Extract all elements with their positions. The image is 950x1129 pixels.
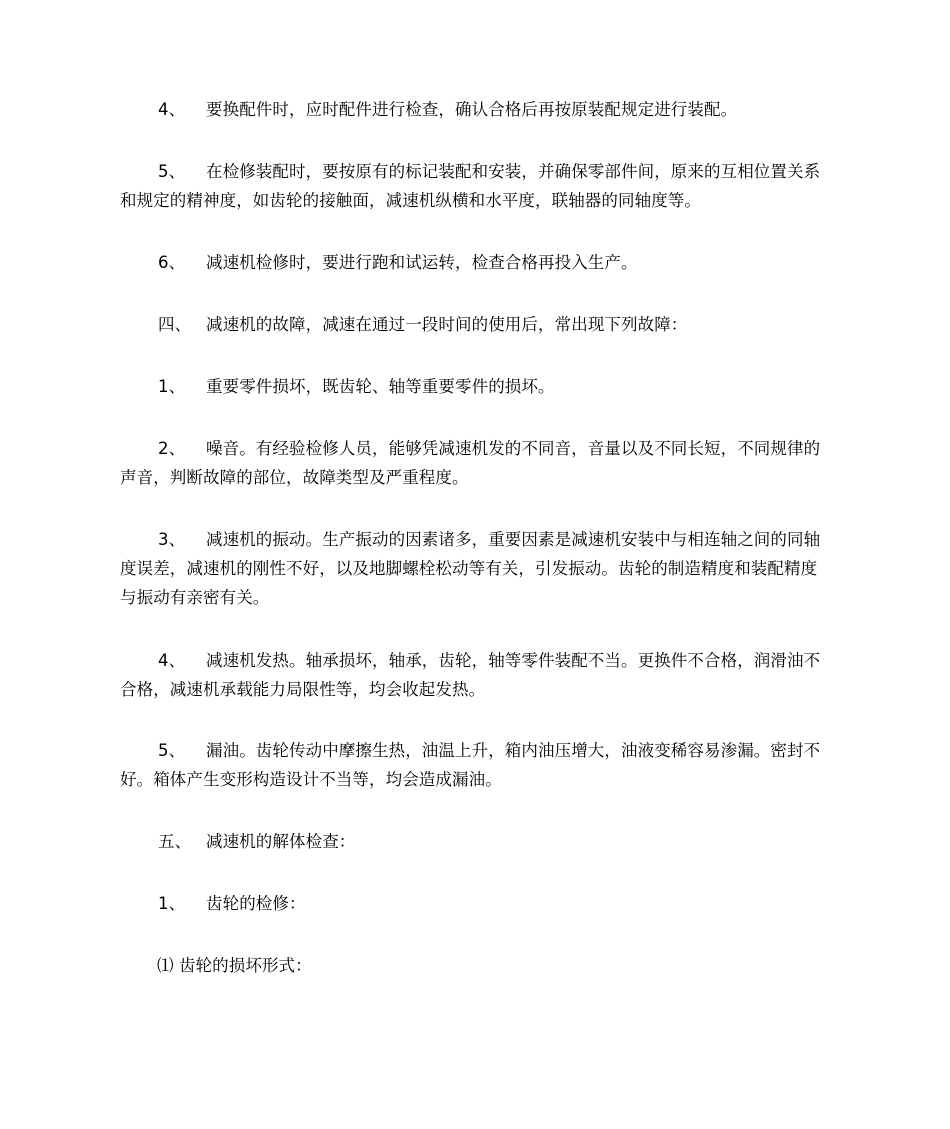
item-number: 五、	[158, 832, 192, 851]
paragraph-gear-damage-forms	[120, 951, 832, 980]
paragraph-text: 漏油。齿轮传动中摩擦生热，油温上升，箱内油压增大，油液变稀容易渗漏。密封不好。箱体产生变形构造设计不当等，均会造成漏油。	[120, 741, 821, 789]
paragraph-item-4	[120, 95, 832, 124]
paragraph-text: ⑴ 齿轮的损坏形式：	[157, 956, 312, 975]
paragraph-text: 减速机检修时，要进行跑和试运转，检查合格再投入生产。	[206, 253, 638, 272]
paragraph-item-6	[120, 248, 832, 277]
item-number: 5、	[158, 162, 186, 181]
paragraph-fault-1	[120, 372, 832, 401]
paragraph-text: 在检修装配时，要按原有的标记装配和安装，并确保零部件间，原来的互相位置关系和规定的精神度，如齿轮的接触面，减速机纵横和水平度，联轴器的同轴度等。	[120, 162, 821, 210]
paragraph-text: 减速机发热。轴承损坏，轴承，齿轮，轴等零件装配不当。更换件不合格，润滑油不合格，减速机承载能力局限性等，均会收起发热。	[120, 651, 821, 699]
paragraph-text: 减速机的解体检查：	[206, 832, 356, 851]
paragraph-fault-3	[120, 525, 832, 612]
item-number: 2、	[158, 439, 186, 458]
item-number: 5、	[158, 741, 186, 760]
paragraph-text: 减速机的故障，减速在通过一段时间的使用后，常出现下列故障：	[206, 315, 688, 334]
item-number: 3、	[158, 530, 186, 549]
paragraph-text: 要换配件时，应时配件进行检查，确认合格后再按原装配规定进行装配。	[206, 100, 738, 119]
item-number: 1、	[158, 894, 186, 913]
paragraph-item-5	[120, 157, 832, 215]
paragraph-text: 噪音。有经验检修人员，能够凭减速机发的不同音，音量以及不同长短，不同规律的声音，判断故障的部位，故障类型及严重程度。	[120, 439, 821, 487]
paragraph-text: 重要零件损坏，既齿轮、轴等重要零件的损坏。	[206, 377, 555, 396]
paragraph-text: 减速机的振动。生产振动的因素诸多，重要因素是减速机安装中与相连轴之间的同轴度误差，减速机的刚性不好，以及地脚螺栓松动等有关，引发振动。齿轮的制造精度和装配精度与振动有亲密有关。	[120, 530, 821, 607]
section-heading-4	[120, 310, 832, 339]
paragraph-gear-repair	[120, 889, 832, 918]
item-number: 4、	[158, 100, 186, 119]
paragraph-fault-4	[120, 646, 832, 704]
paragraph-fault-5	[120, 736, 832, 794]
paragraph-text: 齿轮的检修：	[206, 894, 306, 913]
item-number: 6、	[158, 253, 186, 272]
item-number: 1、	[158, 377, 186, 396]
paragraph-fault-2	[120, 434, 832, 492]
item-number: 4、	[158, 651, 186, 670]
item-number: 四、	[158, 315, 192, 334]
section-heading-5	[120, 827, 832, 856]
